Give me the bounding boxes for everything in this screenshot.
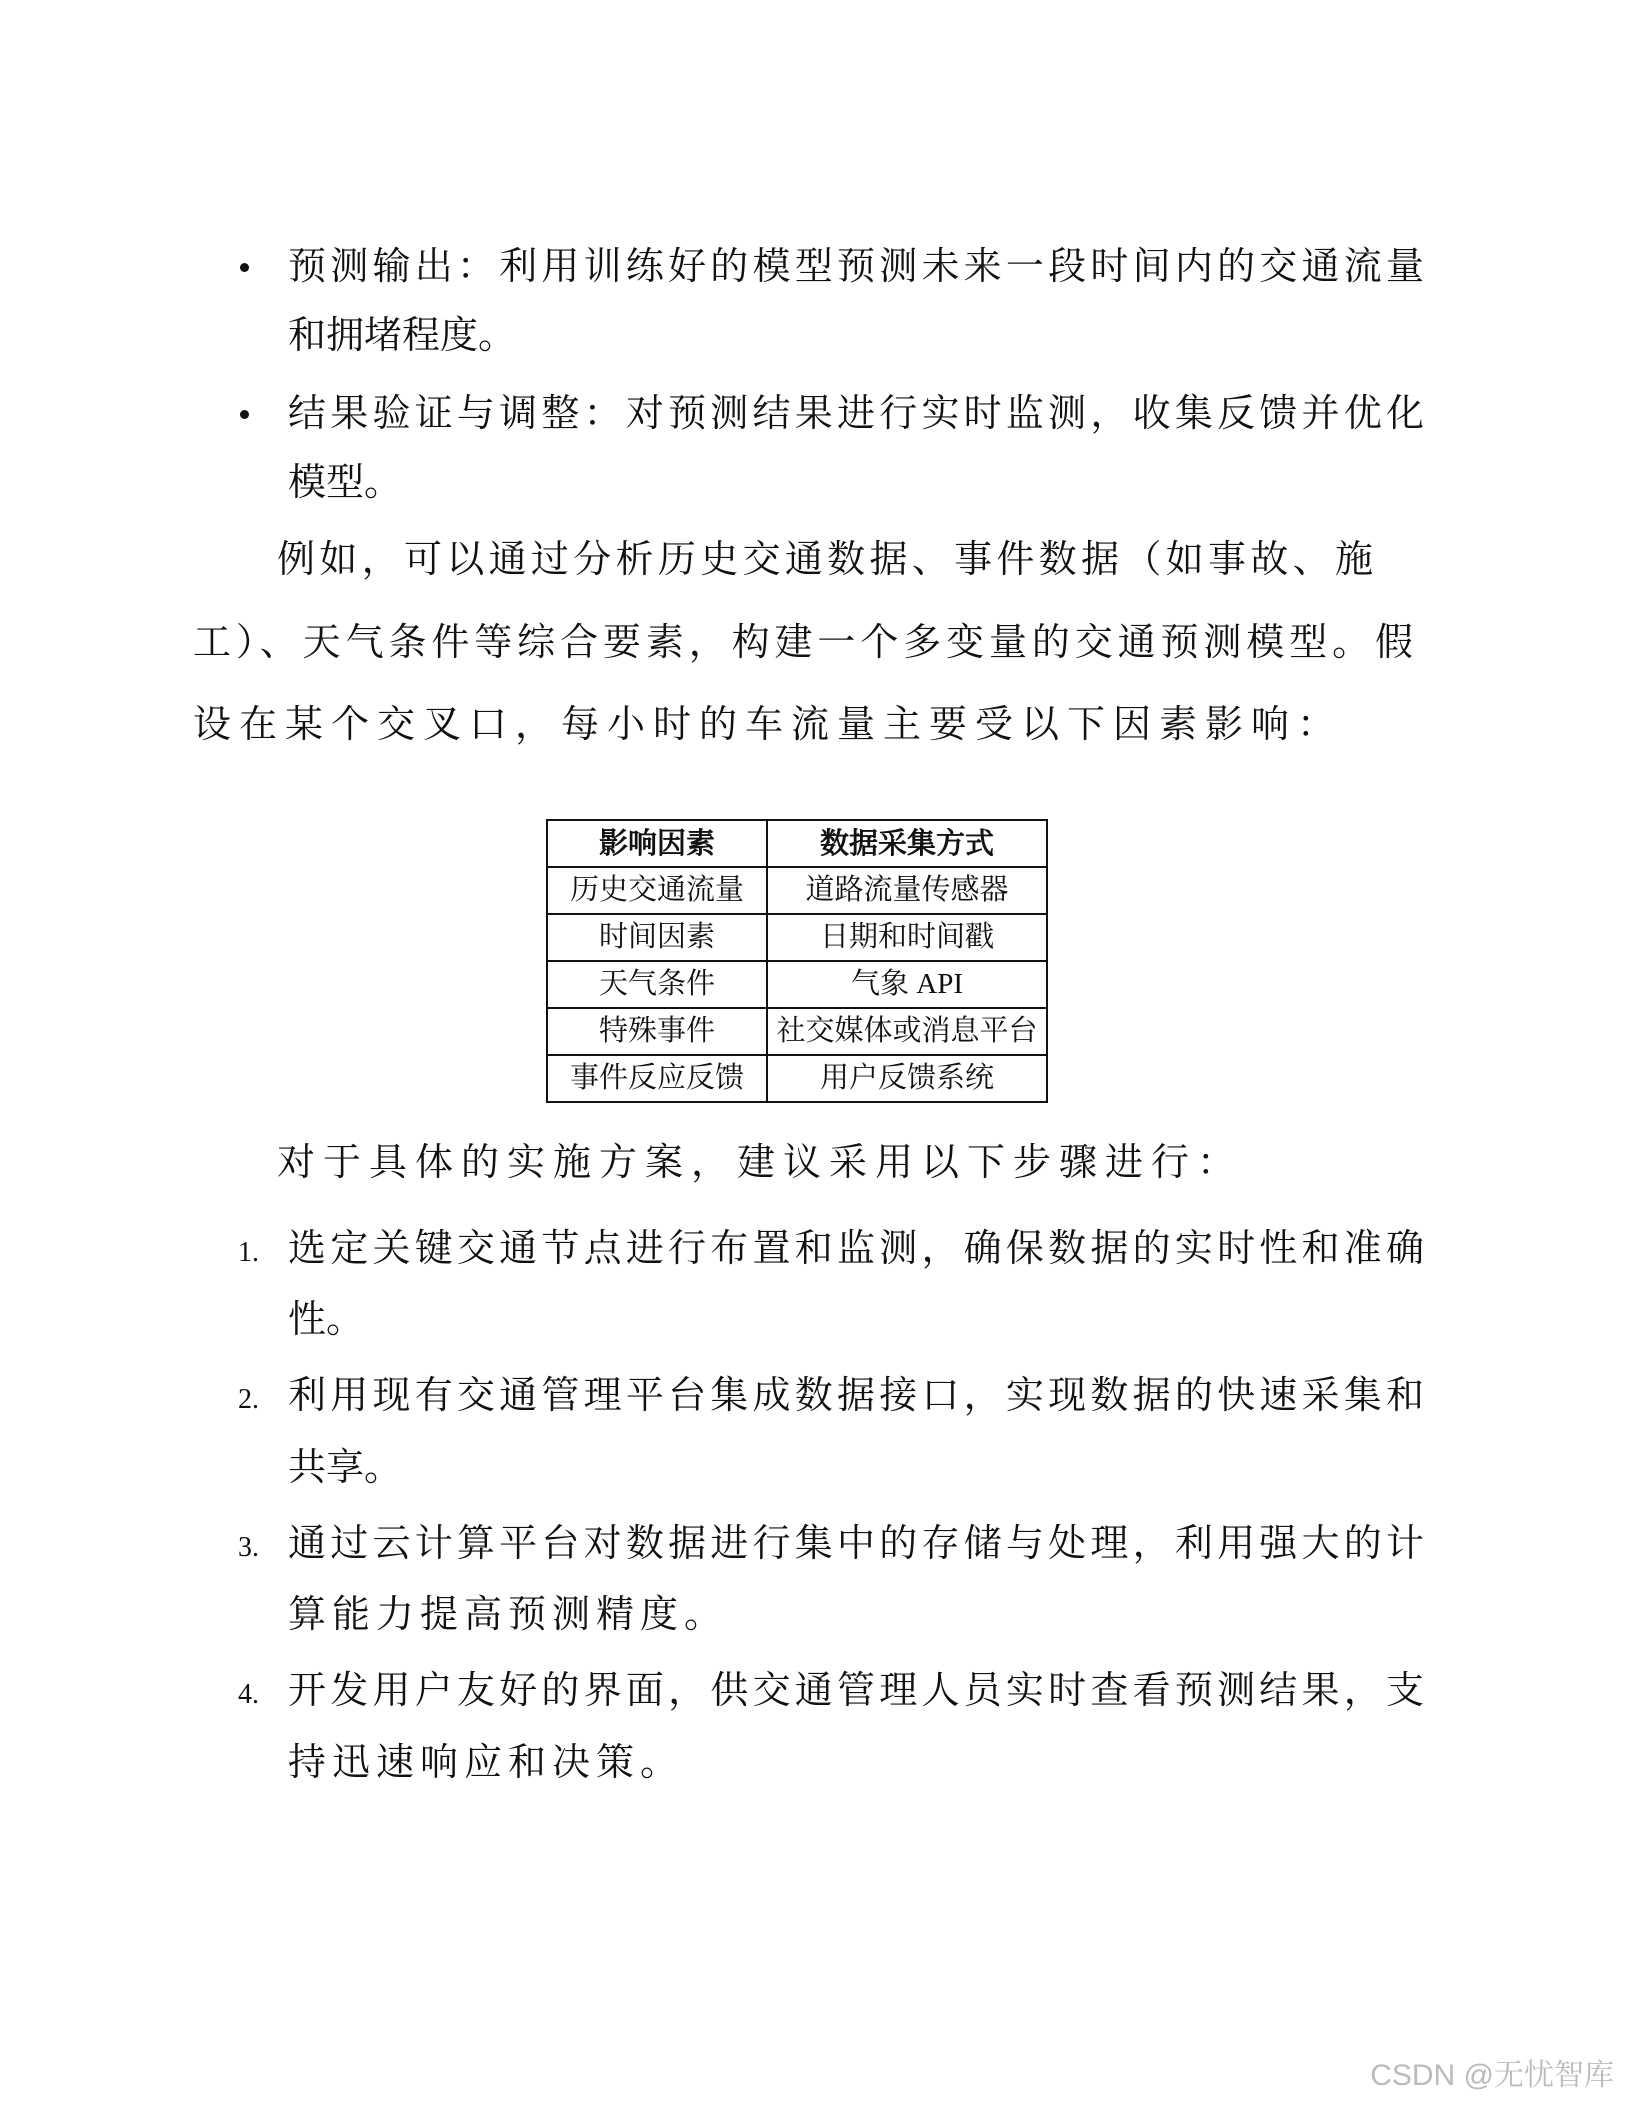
table-cell: 日期和时间戳 <box>767 914 1047 961</box>
watermark: CSDN @无忧智库 <box>1370 2059 1614 2092</box>
factors-table <box>546 819 1048 1103</box>
bullet-icon <box>240 263 249 272</box>
table-cell: 用户反馈系统 <box>767 1055 1047 1102</box>
bullet-line: 和拥堵程度。 <box>288 315 517 357</box>
table-row <box>547 961 1047 1008</box>
table-header: 数据采集方式 <box>767 820 1047 867</box>
table-cell: 事件反应反馈 <box>547 1055 767 1102</box>
step-line: 选定关键交通节点进行布置和监测，确保数据的实时性和准确 <box>288 1228 1424 1270</box>
step-number: 1. <box>238 1237 259 1268</box>
step-line: 开发用户友好的界面，供交通管理人员实时查看预测结果，支 <box>288 1670 1424 1712</box>
table-cell: 时间因素 <box>547 914 767 961</box>
paragraph-line: 例如，可以通过分析历史交通数据、事件数据（如事故、施 <box>277 539 1373 581</box>
table-cell: 道路流量传感器 <box>767 867 1047 914</box>
step-line: 利用现有交通管理平台集成数据接口，实现数据的快速采集和 <box>288 1375 1424 1417</box>
bullet-line: 预测输出：利用训练好的模型预测未来一段时间内的交通流量 <box>288 246 1424 288</box>
paragraph-line: 设在某个交叉口，每小时的车流量主要受以下因素影响： <box>193 704 1344 746</box>
step-line: 通过云计算平台对数据进行集中的存储与处理，利用强大的计 <box>288 1523 1424 1565</box>
bullet-icon <box>240 410 249 419</box>
table-row <box>547 1055 1047 1102</box>
table-cell: 天气条件 <box>547 961 767 1008</box>
table-row <box>547 867 1047 914</box>
step-line: 算能力提高预测精度。 <box>288 1594 729 1636</box>
table-cell: 特殊事件 <box>547 1008 767 1055</box>
bullet-line: 结果验证与调整：对预测结果进行实时监测，收集反馈并优化 <box>288 393 1424 435</box>
table-header-row <box>547 820 1047 867</box>
step-line: 持迅速响应和决策。 <box>288 1742 685 1784</box>
paragraph-line: 工）、天气条件等综合要素，构建一个多变量的交通预测模型。假 <box>193 622 1413 664</box>
table-cell: 历史交通流量 <box>547 867 767 914</box>
step-line: 共享。 <box>288 1447 403 1489</box>
table-cell: 气象 API <box>767 961 1047 1008</box>
table-row <box>547 914 1047 961</box>
step-line: 性。 <box>288 1299 365 1341</box>
paragraph-steps-intro: 对于具体的实施方案，建议采用以下步骤进行： <box>277 1142 1244 1184</box>
table-header: 影响因素 <box>547 820 767 867</box>
table-cell: 社交媒体或消息平台 <box>767 1008 1047 1055</box>
table-row <box>547 1008 1047 1055</box>
bullet-line: 模型。 <box>288 462 403 504</box>
step-number: 2. <box>238 1384 259 1415</box>
step-number: 3. <box>238 1532 259 1563</box>
step-number: 4. <box>238 1679 259 1710</box>
